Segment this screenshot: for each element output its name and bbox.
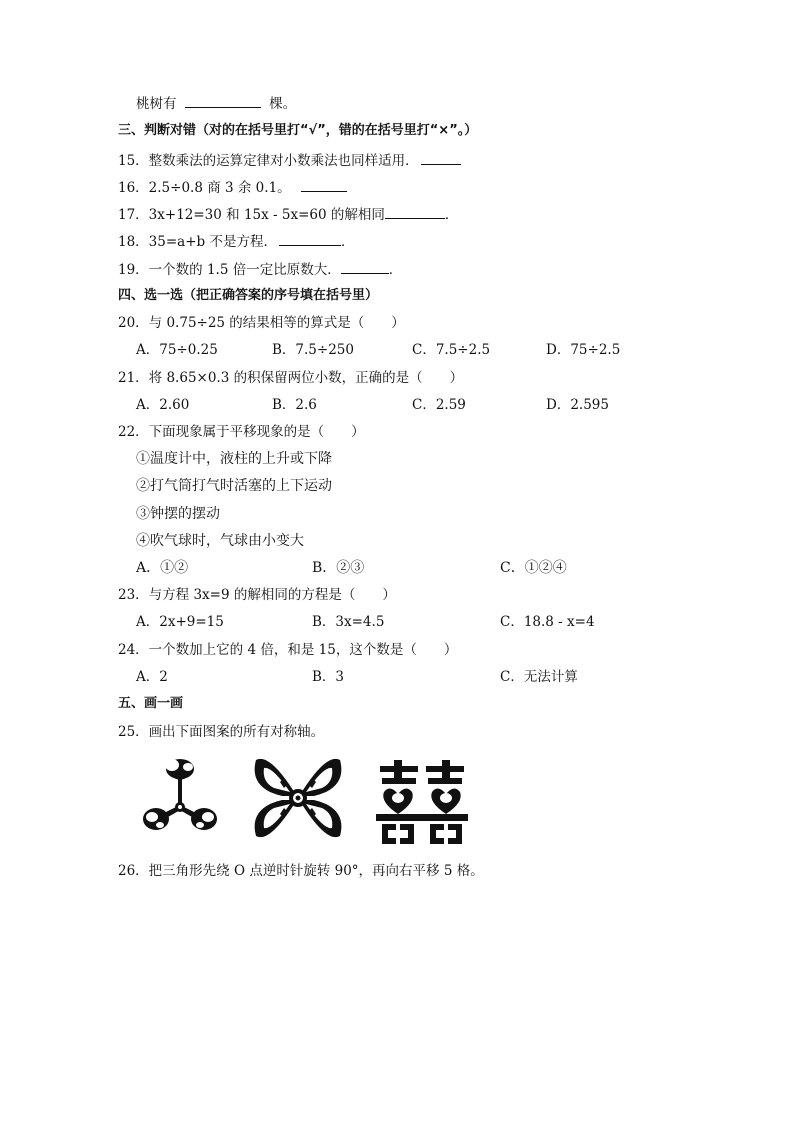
- section-3-heading: 三、判断对错（对的在括号里打“√”，错的在括号里打“×”。）: [118, 123, 478, 138]
- question-24-option-a[interactable]: A．2: [136, 669, 168, 685]
- question-19: [118, 259, 402, 280]
- question-19-text: 19．一个数的 1.5 倍一定比原数大．: [118, 262, 341, 278]
- answer-blank[interactable]: [301, 177, 347, 192]
- question-24-text: 24．一个数加上它的 4 倍，和是 15，这个数是（ ）: [118, 642, 458, 658]
- question-18-text: 18．35=a+b 不是方程．: [118, 234, 277, 250]
- question-26-text: 26．把三角形先绕 O 点逆时针旋转 90°，再向右平移 5 格。: [118, 863, 484, 879]
- question-18: [118, 231, 354, 252]
- answer-blank[interactable]: [279, 231, 341, 246]
- question-22-item-1: ①温度计中，液柱的上升或下降: [136, 451, 332, 467]
- question-21-option-b[interactable]: B．2.6: [272, 397, 317, 413]
- question-16: [118, 177, 347, 198]
- question-16-text: 16．2.5÷0.8 商 3 余 0.1。: [118, 180, 291, 196]
- question-21-option-a[interactable]: A．2.60: [136, 397, 190, 413]
- question-20-text: 20．与 0.75÷25 的结果相等的算式是（ ）: [118, 315, 405, 331]
- question-24-option-b[interactable]: B．3: [312, 669, 345, 685]
- question-21-option-c[interactable]: C．2.59: [412, 397, 466, 413]
- answer-blank[interactable]: [185, 93, 261, 108]
- question-22-option-c[interactable]: C．①②④: [500, 560, 567, 576]
- question-20-option-b[interactable]: B．7.5÷250: [272, 342, 354, 358]
- peach-tree-suffix: 棵。: [269, 96, 297, 112]
- question-22-item-3: ③钟摆的摆动: [136, 506, 220, 522]
- question-17: [118, 204, 458, 225]
- question-23-option-c[interactable]: C．18.8 - x=4: [500, 614, 595, 630]
- answer-blank[interactable]: [385, 204, 445, 219]
- butterfly-papercut-figure: [250, 752, 346, 844]
- question-17-text: 17．3x+12=30 和 15x - 5x=60 的解相同: [118, 207, 385, 223]
- question-25-text: 25．画出下面图案的所有对称轴。: [118, 724, 325, 740]
- question-20-option-a[interactable]: A．75÷0.25: [136, 342, 218, 358]
- question-22-option-b[interactable]: B．②③: [312, 560, 365, 576]
- question-22-option-a[interactable]: A．①②: [136, 560, 189, 576]
- question-21-text: 21．将 8.65×0.3 的积保留两位小数，正确的是（ ）: [118, 370, 464, 386]
- section-4-heading: 四、选一选（把正确答案的序号填在括号里）: [118, 288, 379, 303]
- question-20-option-c[interactable]: C．7.5÷2.5: [412, 342, 491, 358]
- peach-tree-prefix: 桃树有: [136, 96, 177, 112]
- section-5-heading: 五、画一画: [118, 696, 184, 711]
- question-17-end: ．: [444, 207, 459, 223]
- question-24-option-c[interactable]: C．无法计算: [500, 669, 578, 685]
- cloud-pattern-figure: [140, 755, 220, 837]
- question-15-text: 15．整数乘法的运算定律对小数乘法也同样适用．: [118, 153, 419, 169]
- peach-tree-line: [136, 93, 296, 114]
- double-happiness-figure: [376, 760, 468, 848]
- question-21-option-d[interactable]: D．2.595: [546, 397, 609, 413]
- question-20-option-d[interactable]: D．75÷2.5: [546, 342, 621, 358]
- question-15: [118, 150, 461, 171]
- question-22-item-2: ②打气筒打气时活塞的上下运动: [136, 478, 332, 494]
- answer-blank[interactable]: [341, 259, 389, 274]
- question-23-text: 23．与方程 3x=9 的解相同的方程是（ ）: [118, 587, 396, 603]
- question-22-item-4: ④吹气球时，气球由小变大: [136, 533, 304, 549]
- question-22-text: 22．下面现象属于平移现象的是（ ）: [118, 424, 365, 440]
- question-18-end: ．: [340, 234, 355, 250]
- question-23-option-b[interactable]: B．3x=4.5: [312, 614, 385, 630]
- question-19-end: ．: [388, 262, 403, 278]
- question-23-option-a[interactable]: A．2x+9=15: [136, 614, 224, 630]
- answer-blank[interactable]: [421, 150, 461, 165]
